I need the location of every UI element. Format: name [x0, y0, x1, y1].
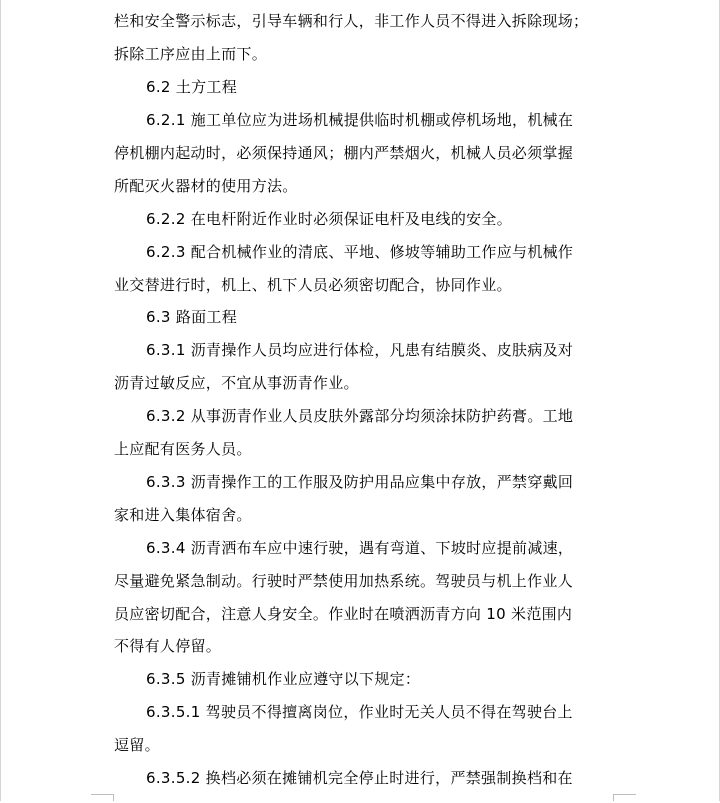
paragraph-line: 拆除工序应由上而下。 [114, 45, 268, 63]
paragraph-line: 尽量避免紧急制动。行驶时严禁使用加热系统。驾驶员与机上作业人 [114, 572, 574, 590]
paragraph-line: 业交替进行时，机上、机下人员必须密切配合，协同作业。 [114, 276, 512, 294]
paragraph-line: 所配灭火器材的使用方法。 [114, 177, 298, 195]
paragraph-line: 家和进入集体宿舍。 [114, 506, 252, 524]
paragraph-line: 6.3.1 沥青操作人员均应进行体检，凡患有结膜炎、皮肤病及对 [146, 341, 574, 359]
paragraph-line: 6.2.1 施工单位应为进场机械提供临时机棚或停机场地，机械在 [146, 111, 574, 129]
paragraph-line: 6.3.5.1 驾驶员不得擅离岗位，作业时无关人员不得在驾驶台上 [146, 703, 573, 721]
section-heading: 6.3 路面工程 [146, 308, 238, 326]
paragraph-line: 逗留。 [114, 736, 160, 754]
paragraph-line: 沥青过敏反应，不宜从事沥青作业。 [114, 374, 359, 392]
paragraph-line: 6.2.2 在电杆附近作业时必须保证电杆及电线的安全。 [146, 210, 513, 228]
paragraph-line: 6.3.2 从事沥青作业人员皮肤外露部分均须涂抹防护药膏。工地 [146, 407, 574, 425]
paragraph-line: 员应密切配合，注意人身安全。作业时在喷洒沥青方向 10 米范围内 [114, 605, 573, 623]
paragraph-line: 6.3.3 沥青操作工的工作服及防护用品应集中存放，严禁穿戴回 [146, 473, 574, 491]
margin-corner-mark [613, 794, 636, 801]
paragraph-line: 停机棚内起动时，必须保持通风；棚内严禁烟火，机械人员必须掌握 [114, 144, 574, 162]
paragraph-line: 6.2.3 配合机械作业的清底、平地、修坡等辅助工作应与机械作 [146, 243, 574, 261]
paragraph-line: 6.3.4 沥青洒布车应中速行驶，遇有弯道、下坡时应提前减速， [146, 539, 574, 557]
paragraph-line: 6.3.5.2 换档必须在摊铺机完全停止时进行，严禁强制换档和在 [146, 769, 573, 787]
paragraph-line: 6.3.5 沥青摊铺机作业应遵守以下规定： [146, 670, 421, 688]
paragraph-line: 栏和安全警示标志，引导车辆和行人，非工作人员不得进入拆除现场； [114, 12, 589, 30]
section-heading: 6.2 土方工程 [146, 78, 238, 96]
margin-corner-mark [91, 794, 114, 801]
paragraph-line: 不得有人停留。 [114, 637, 222, 655]
paragraph-line: 上应配有医务人员。 [114, 440, 252, 458]
